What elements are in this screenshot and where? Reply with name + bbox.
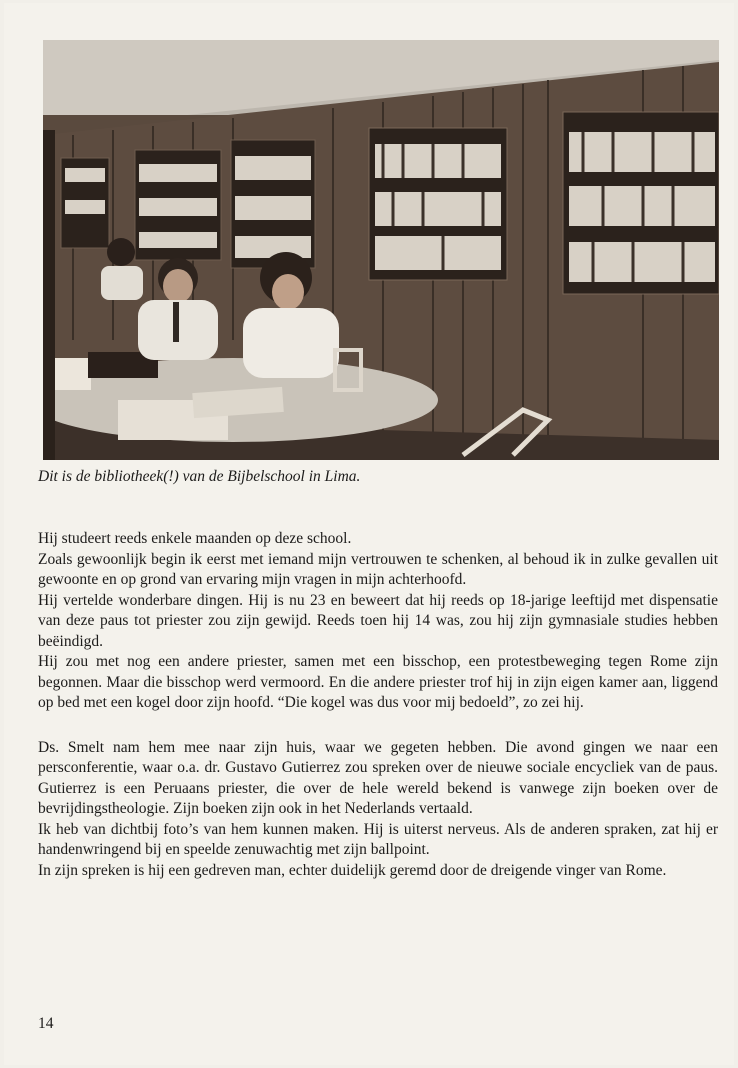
paragraph: Hij zou met nog een andere priester, samen met een bisschop, een protestbeweging tegen Rome zijn begonnen. Maar die bisschop werd vermoord. En die andere priester trof hij in zijn eigen kamer aan, liggend op bed met een kogel door zijn hoofd. “Die kogel was dus voor mij bedoeld”, zo zei hij.	[38, 653, 718, 711]
library-photo	[43, 40, 719, 460]
page-number: 14	[38, 1015, 54, 1032]
paragraph-gap	[38, 714, 718, 738]
photo-caption: Dit is de bibliotheek(!) van de Bijbelschool in Lima.	[38, 468, 361, 485]
paragraph: Ds. Smelt nam hem mee naar zijn huis, waar we gegeten hebben. Die avond gingen we naar een persconferentie, waar o.a. dr. Gustavo Gutierrez zou spreken over de nieuwe sociale encycliek van de paus. Gutierrez is een Peruaans priester, die over de hele wereld bekend is vanwege zijn boeken over de bevrijdingstheologie. Zijn boeken zijn ook in het Nederlands vertaald.	[38, 738, 718, 817]
paragraph: Zoals gewoonlijk begin ik eerst met iemand mijn vertrouwen te schenken, al behoud ik in zulke gevallen uit gewoonte en op grond van ervaring mijn vragen in mijn achterhoofd.	[38, 550, 718, 588]
article-body	[38, 529, 718, 881]
paragraph: Ik heb van dichtbij foto’s van hem kunnen maken. Hij is uiterst nerveus. Als de anderen spraken, zat hij er handenwringend bij en speelde zenuwachtig met zijn ballpoint.	[38, 820, 718, 858]
paragraph: Hij studeert reeds enkele maanden op deze school.	[38, 530, 352, 547]
paragraph: Hij vertelde wonderbare dingen. Hij is nu 23 en beweert dat hij reeds op 18-jarige leeftijd met dispensatie van deze paus tot priester zou zijn gewijd. Reeds toen hij 14 was, zou hij zijn gymnasiale studies hebben beëindigd.	[38, 591, 718, 650]
paragraph: In zijn spreken is hij een gedreven man, echter duidelijk geremd door de dreigende vinger van Rome.	[38, 861, 667, 879]
